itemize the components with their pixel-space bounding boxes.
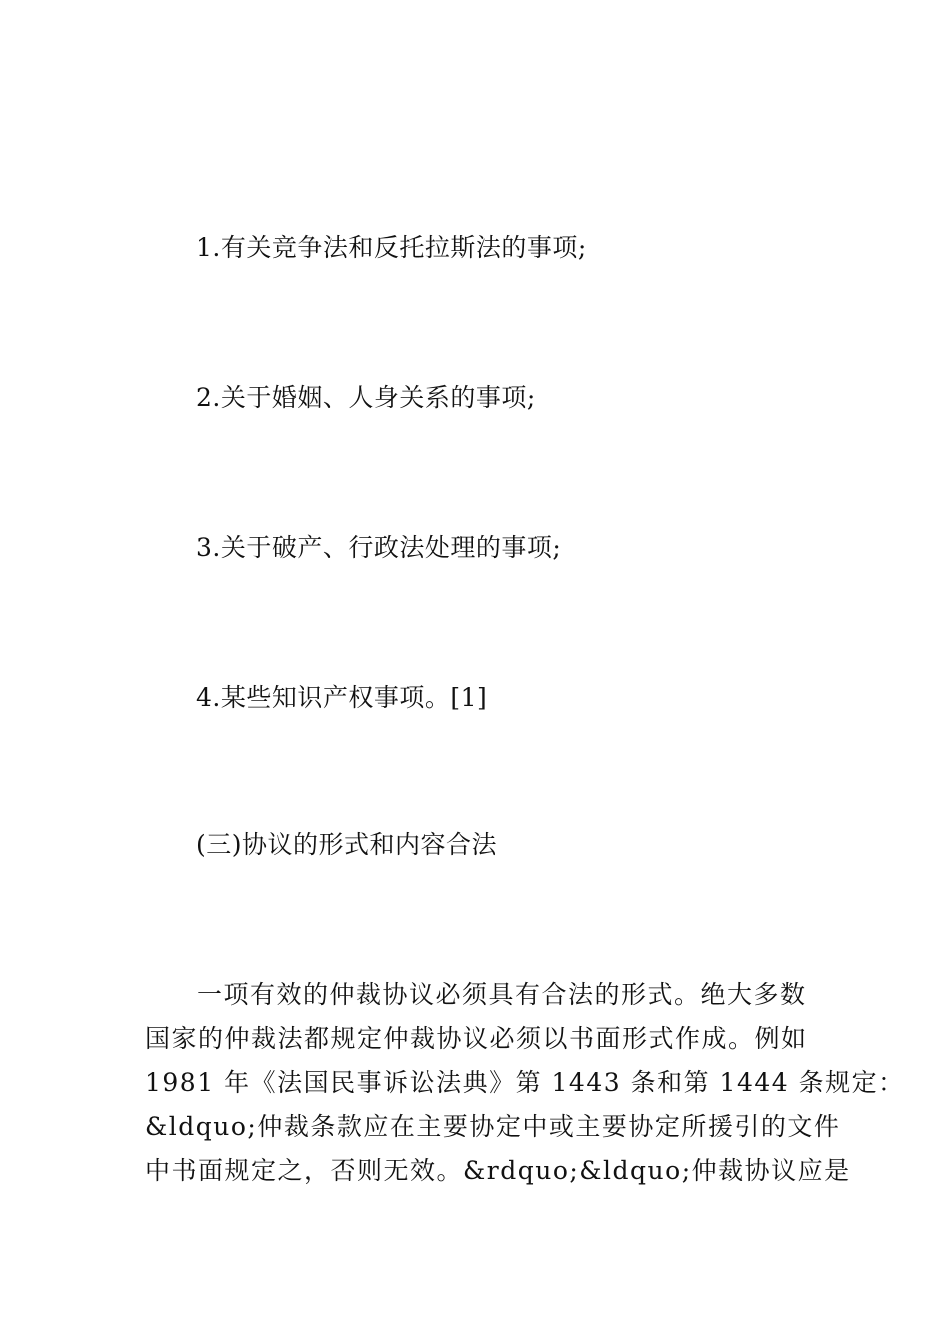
- body-paragraph: [145, 980, 905, 1200]
- list-item-1: 1.有关竞争法和反托拉斯法的事项;: [196, 233, 587, 262]
- paragraph-line-2: 国家的仲裁法都规定仲裁协议必须以书面形式作成。例如: [145, 1024, 808, 1053]
- section-heading: (三)协议的形式和内容合法: [196, 830, 498, 859]
- list-item-3: 3.关于破产、行政法处理的事项;: [196, 533, 562, 562]
- paragraph-line-3: 1981 年《法国民事诉讼法典》第 1443 条和第 1444 条规定：: [145, 1068, 905, 1097]
- list-item-2: 2.关于婚姻、人身关系的事项;: [196, 383, 536, 412]
- paragraph-line-4: &ldquo;仲裁条款应在主要协定中或主要协定所援引的文件: [145, 1112, 841, 1141]
- paragraph-line-5: 中书面规定之，否则无效。&rdquo;&ldquo;仲裁协议应是: [145, 1156, 851, 1185]
- list-item-4: 4.某些知识产权事项。[1]: [196, 683, 488, 712]
- paragraph-line-1: 一项有效的仲裁协议必须具有合法的形式。绝大多数: [197, 980, 807, 1009]
